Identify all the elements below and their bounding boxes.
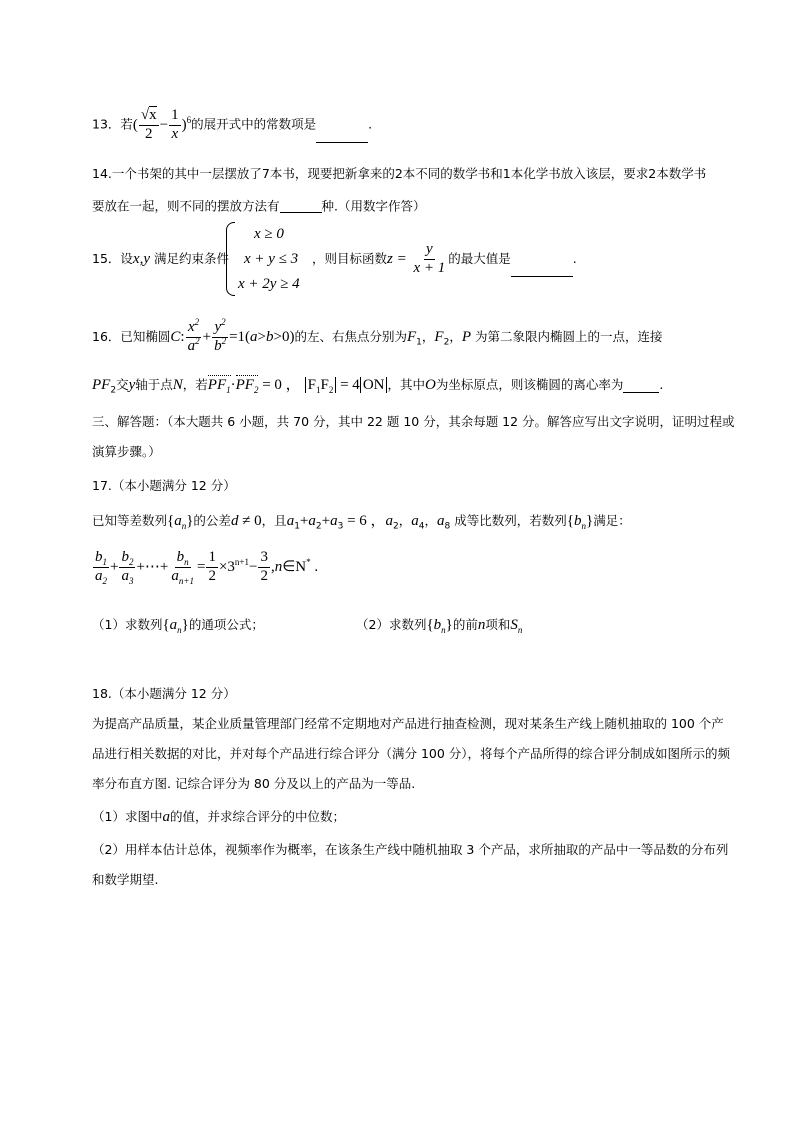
question-16-line2: $PF_2$交y轴于点N，若$PF_1\cdot PF_2 = 0$ ， $F_1F_2 = 4$ ON ，其中O为坐标原点，则该椭圆的离心率为 .	[92, 377, 664, 396]
question-18-part2-cont: 和数学期望.	[92, 872, 159, 887]
answer-blank[interactable]	[511, 262, 573, 277]
question-17-part1: （1）求数列$\{a_n\}$的通项公式；	[92, 617, 264, 635]
answer-blank[interactable]	[280, 198, 322, 213]
question-14-line1: 14.一个书架的其中一层摆放了7本书，现要把新拿来的2本不同的数学书和1本化学书放入该层，要求2本数学书	[92, 166, 707, 181]
constraint-3: x + 2y ≥ 4	[238, 276, 300, 292]
question-18-part1: （1）求图中a的值，并求综合评分的中位数；	[92, 809, 345, 825]
question-17-title: 17.（本小题满分 12 分）	[92, 478, 236, 493]
constraint-brace	[226, 222, 235, 296]
section3-instructions-line2: 演算步骤。）	[92, 444, 161, 459]
question-13: 13．若( $\frac{√x}{2}$ − $\frac{1}{x}$ )$^6$的展开式中的常数项是 .	[92, 107, 373, 142]
constraint-1: x ≥ 0	[254, 226, 284, 242]
question-15-objective: ，则目标函数z = $\frac{y}{x + 1}$ 的最大值是 .	[312, 241, 577, 276]
question-17-part2: （2）求数列$\{b_n\}$的前n项和$S_n$	[356, 617, 523, 635]
question-17-stem: 已知等差数列$\{a_n\}$的公差d ≠ 0，且$a_1+a_2+a_3 = 6$ ，$a_2$，$a_4$，$a_8$ 成等比数列，若数列$\{b_n\}$满足：	[92, 513, 631, 532]
answer-blank[interactable]	[316, 128, 368, 143]
question-15: 15．设x,y 满足约束条件	[92, 251, 229, 267]
section3-instructions-line1: 三、解答题：（本大题共 6 小题，共 70 分，其中 22 题 10 分，其余每题 12 分。解答应写出文字说明，证明过程或	[92, 414, 735, 429]
answer-blank[interactable]	[623, 378, 659, 393]
question-18-title: 18.（本小题满分 12 分）	[92, 686, 236, 701]
question-14-line2: 要放在一起，则不同的摆放方法有 种.（用数字作答）	[92, 198, 426, 214]
question-18-line1: 为提高产品质量，某企业质量管理部门经常不定期地对产品进行抽查检测，现对某条生产线上随机抽取的 100 个产	[92, 716, 724, 731]
question-16-line1: 16．已知椭圆C: $\frac{x^2}{a^2}$ + $\frac{y^2}{b^2}$ =1(a>b>0)的左、右焦点分别为$F_1$，$F_2$，P 为第二象限内椭圆上的一点，连接	[92, 317, 663, 354]
q13-expression: ( $\frac{√x}{2}$ − $\frac{1}{x}$ )$^6$	[132, 107, 192, 142]
q13-label: 13．若	[92, 116, 133, 132]
question-18-line2: 品进行相关数据的对比，并对每个产品进行综合评分（满分 100 分），将每个产品所得的综合评分制成如图所示的频	[92, 746, 731, 761]
constraint-2: x + y ≤ 3	[244, 251, 299, 267]
question-18-part2: （2）用样本估计总体，视频率作为概率，在该条生产线中随机抽取 3 个产品，求所抽取的产品中一等品数的分布列	[92, 842, 729, 857]
question-18-line3: 率分布直方图. 记综合评分为 80 分及以上的产品为一等品.	[92, 776, 416, 791]
question-17-formula: $\frac{b_1}{a_2}$ + $\frac{b_2}{a_3}$ +⋯+ $\frac{b_n}{a_{n+1}}$ = $\frac{1}{2}$ $\times 3^{n+1}-$ $\frac{3}{2}$ ,n∈N* .	[95, 549, 319, 586]
